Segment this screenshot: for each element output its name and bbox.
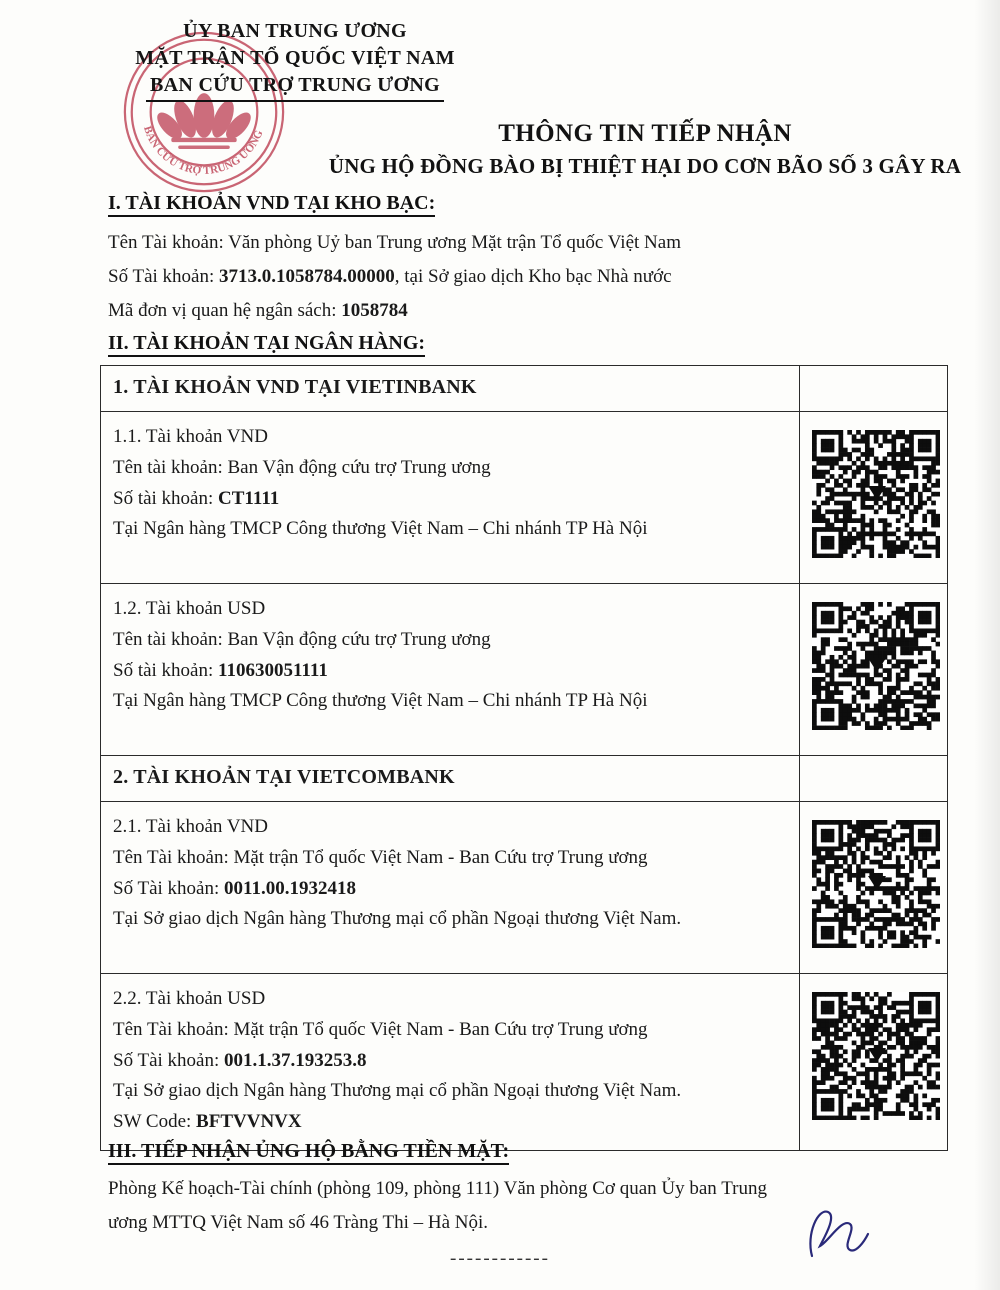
account-branch: Tại Ngân hàng TMCP Công thương Việt Nam – Chi nhánh TP Hà Nội	[113, 690, 648, 712]
org-line-3: BAN CỨU TRỢ TRUNG ƯƠNG	[146, 72, 444, 102]
account-name-value: Ban Vận động cứu trợ Trung ương	[227, 628, 491, 650]
table-row	[101, 974, 948, 1151]
treasury-account-name-line	[108, 232, 681, 254]
document-title-block	[300, 120, 990, 179]
account-name-value: Mặt trận Tổ quốc Việt Nam - Ban Cứu trợ Trung ương	[233, 1018, 648, 1040]
account-name-label: Tên Tài khoản:	[113, 1018, 234, 1040]
account-number-value: 110630051111	[218, 659, 328, 681]
account-branch: Tại Sở giao dịch Ngân hàng Thương mại cổ phần Ngoại thương Việt Nam.	[113, 908, 682, 930]
footer-dashes: ------------	[450, 1248, 550, 1269]
treasury-account-number-suffix: , tại Sở giao dịch Kho bạc Nhà nước	[394, 266, 672, 287]
account-number-line	[113, 656, 787, 687]
budget-code-line	[108, 300, 408, 322]
account-name-label: Tên tài khoản:	[113, 456, 228, 478]
treasury-account-name-value: Văn phòng Uỷ ban Trung ương Mặt trận Tổ quốc Việt Nam	[228, 232, 681, 253]
account-number-line	[113, 1046, 787, 1077]
account-index: 2.2. Tài khoản USD	[113, 988, 266, 1009]
account-branch: Tại Sở giao dịch Ngân hàng Thương mại cổ phần Ngoại thương Việt Nam.	[113, 1080, 682, 1102]
document-header	[0, 8, 1000, 198]
swift-code-value: BFTVVNVX	[196, 1111, 302, 1133]
svg-text:BAN CỨU TRỢ TRUNG ƯƠNG: BAN CỨU TRỢ TRUNG ƯƠNG	[141, 124, 266, 178]
cash-address-line-2: ương MTTQ Việt Nam số 46 Tràng Thi – Hà Nội.	[108, 1212, 489, 1233]
table-row	[101, 756, 948, 802]
org-line-1: ỦY BAN TRUNG ƯƠNG	[183, 20, 407, 42]
account-number-value: CT1111	[218, 487, 280, 509]
account-name-label: Tên tài khoản:	[113, 628, 228, 650]
account-number-label: Số Tài khoản:	[113, 877, 225, 899]
swift-code-label: SW Code:	[113, 1111, 197, 1133]
account-name-label: Tên Tài khoản:	[113, 846, 234, 868]
vietinbank-heading: 1. TÀI KHOẢN VND TẠI VIETINBANK	[101, 366, 800, 412]
account-cell-vietcombank-usd	[101, 974, 800, 1151]
treasury-account-number-label: Số Tài khoản:	[108, 266, 220, 287]
account-cell-vietinbank-vnd	[101, 412, 800, 584]
treasury-account-number-line	[108, 266, 672, 288]
section-2-heading: II. TÀI KHOẢN TẠI NGÂN HÀNG:	[108, 332, 425, 355]
account-name-value: Ban Vận động cứu trợ Trung ương	[227, 456, 491, 478]
account-number-value: 0011.00.1932418	[224, 877, 356, 899]
qr-cell	[800, 412, 948, 584]
account-number-label: Số tài khoản:	[113, 487, 219, 509]
treasury-account-number-value: 3713.0.1058784.00000	[219, 266, 395, 287]
cash-address-line-1: Phòng Kế hoạch-Tài chính (phòng 109, phòng 111) Văn phòng Cơ quan Ủy ban Trung	[108, 1178, 767, 1199]
qr-cell	[800, 974, 948, 1151]
table-row	[101, 366, 948, 412]
account-name-line	[113, 453, 787, 484]
account-name-line	[113, 625, 787, 656]
table-row	[101, 802, 948, 974]
section-1-heading: I. TÀI KHOẢN VND TẠI KHO BẠC:	[108, 192, 435, 215]
qr-code-vietcombank-usd-icon	[812, 992, 940, 1120]
qr-cell-empty	[800, 366, 948, 412]
account-number-value: 001.1.37.193253.8	[224, 1049, 367, 1071]
account-number-label: Số Tài khoản:	[113, 1049, 225, 1071]
section-3-heading: III. TIẾP NHẬN ỦNG HỘ BẰNG TIỀN MẶT:	[108, 1140, 509, 1163]
qr-code-vietinbank-usd-icon	[812, 602, 940, 730]
document-title: THÔNG TIN TIẾP NHẬN	[498, 120, 792, 147]
table-row	[101, 584, 948, 756]
budget-code-label: Mã đơn vị quan hệ ngân sách:	[108, 300, 342, 321]
qr-code-vietcombank-vnd-icon	[812, 820, 940, 948]
account-number-line	[113, 874, 787, 905]
qr-cell-empty	[800, 756, 948, 802]
account-number-label: Số tài khoản:	[113, 659, 219, 681]
account-index: 1.2. Tài khoản USD	[113, 598, 266, 619]
vietcombank-heading: 2. TÀI KHOẢN TẠI VIETCOMBANK	[101, 756, 800, 802]
document-subtitle: ỦNG HỘ ĐỒNG BÀO BỊ THIỆT HẠI DO CƠN BÃO SỐ 3 GÂY RA	[328, 154, 962, 178]
account-branch: Tại Ngân hàng TMCP Công thương Việt Nam – Chi nhánh TP Hà Nội	[113, 518, 648, 540]
qr-cell	[800, 584, 948, 756]
swift-code-line	[113, 1107, 787, 1138]
account-number-line	[113, 484, 787, 515]
account-name-line	[113, 843, 787, 874]
budget-code-value: 1058784	[341, 300, 408, 321]
bank-accounts-table	[100, 365, 948, 1151]
account-index: 2.1. Tài khoản VND	[113, 816, 268, 837]
org-line-2: MẶT TRẬN TỔ QUỐC VIỆT NAM	[135, 47, 455, 69]
organization-name	[130, 18, 460, 102]
account-cell-vietcombank-vnd	[101, 802, 800, 974]
account-cell-vietinbank-usd	[101, 584, 800, 756]
account-name-line	[113, 1015, 787, 1046]
table-row	[101, 412, 948, 584]
account-index: 1.1. Tài khoản VND	[113, 426, 268, 447]
treasury-account-name-label: Tên Tài khoản:	[108, 232, 229, 253]
account-name-value: Mặt trận Tổ quốc Việt Nam - Ban Cứu trợ Trung ương	[233, 846, 648, 868]
qr-code-vietinbank-vnd-icon	[812, 430, 940, 558]
qr-cell	[800, 802, 948, 974]
